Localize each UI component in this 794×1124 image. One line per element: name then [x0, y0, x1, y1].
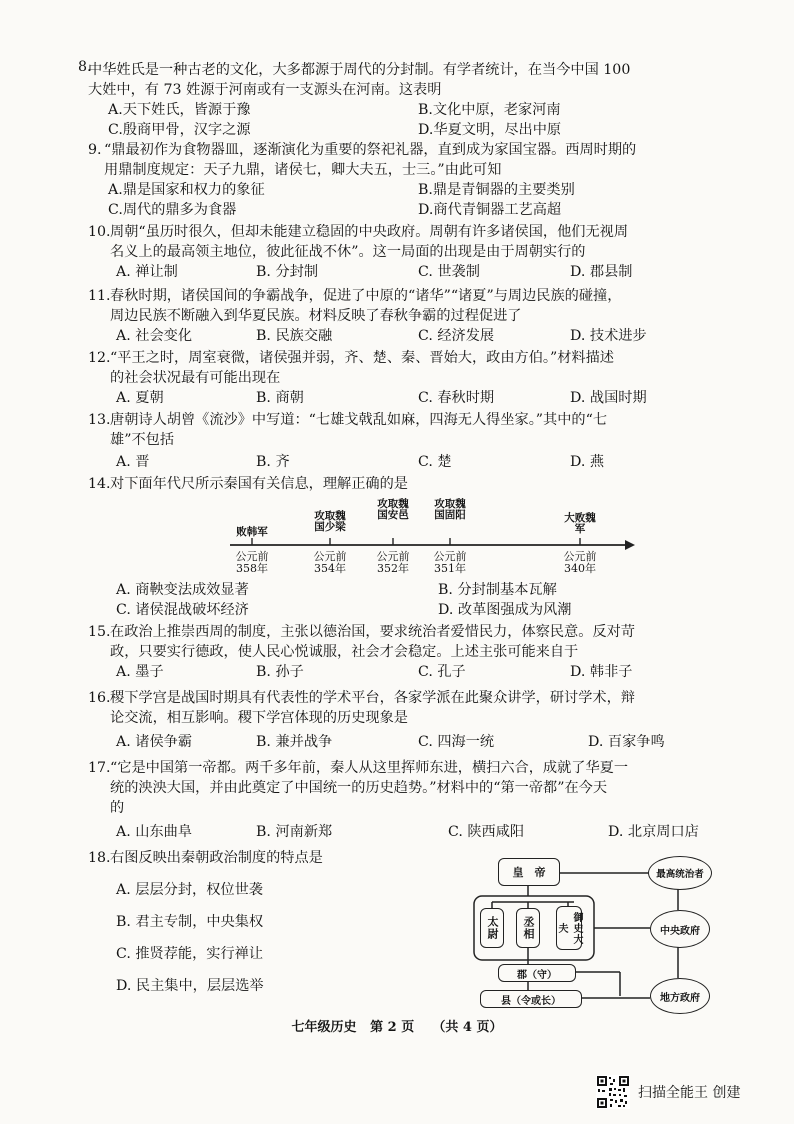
- question-12: [88, 348, 718, 408]
- question-number: 17.: [88, 760, 111, 776]
- option-d[interactable]: D. 改革图强成为风潮: [438, 602, 572, 618]
- option-c[interactable]: C. 孔子: [418, 664, 466, 680]
- question-text: 大姓中，有 73 姓源于河南或有一支源头在河南。这表明: [88, 82, 442, 98]
- supreme-ruler-box: 最高统治者: [648, 856, 712, 890]
- taiwei-box: 太尉: [480, 908, 504, 948]
- question-text: 春秋时期，诸侯国间的争霸战争，促进了中原的“诸华”“诸夏”与周边民族的碰撞，: [110, 288, 622, 304]
- question-text: 唐朝诗人胡曾《流沙》中写道：“七雄戈戟乱如麻，四海无人得坐家。”其中的“七: [110, 412, 608, 428]
- question-9: [88, 140, 718, 220]
- option-b[interactable]: B.文化中原，老家河南: [418, 102, 561, 118]
- option-a[interactable]: A. 层层分封，权位世袭: [116, 882, 263, 898]
- option-b[interactable]: B. 商朝: [256, 390, 304, 406]
- question-text: 的社会状况最有可能出现在: [110, 370, 281, 386]
- question-number: 16.: [88, 690, 111, 706]
- question-17: [88, 758, 718, 842]
- chengxiang-box: 丞相: [516, 908, 540, 948]
- option-c[interactable]: C. 世袭制: [418, 264, 480, 280]
- option-b[interactable]: B. 分封制基本瓦解: [438, 582, 557, 598]
- question-text: 对下面年代尺所示秦国有关信息，理解正确的是: [110, 476, 408, 492]
- question-text: 周朝“虽历时很久，但却未能建立稳固的中央政府。周朝有许多诸侯国，他们无视周: [110, 224, 629, 240]
- timeline-event: 败韩军: [236, 526, 268, 538]
- timeline-year: 公元前 354年: [313, 550, 347, 575]
- timeline-year: 公元前 352年: [376, 550, 410, 575]
- question-text: 统的泱泱大国，并由此奠定了中国统一的历史趋势。”材料中的“第一帝都”在今天: [110, 780, 608, 796]
- option-a[interactable]: A. 禅让制: [116, 264, 178, 280]
- option-c[interactable]: C. 四海一统: [418, 734, 495, 750]
- option-a[interactable]: A.天下姓氏，皆源于豫: [108, 102, 251, 118]
- option-d[interactable]: D. 百家争鸣: [588, 734, 665, 750]
- question-number: 12.: [88, 350, 111, 366]
- option-d[interactable]: D. 北京周口店: [608, 824, 699, 840]
- scanner-text: 扫描全能王 创建: [638, 1085, 741, 1101]
- option-a[interactable]: A. 山东曲阜: [116, 824, 193, 840]
- question-14-options: [88, 580, 718, 620]
- question-13: [88, 410, 718, 472]
- footer-subject: 七年级历史: [291, 1020, 357, 1035]
- option-b[interactable]: B. 兼并战争: [256, 734, 333, 750]
- question-14: [88, 474, 718, 494]
- option-b[interactable]: B. 河南新郑: [256, 824, 333, 840]
- question-text: 右图反映出秦朝政治制度的特点是: [110, 850, 323, 866]
- question-15: [88, 622, 718, 682]
- option-d[interactable]: D. 技术进步: [570, 328, 647, 344]
- option-d[interactable]: D. 民主集中，层层选举: [116, 978, 264, 994]
- question-text: 名义上的最高领主地位，彼此征战不休”。这一局面的出现是由于周朝实行的: [110, 244, 586, 260]
- timeline-event: 攻取魏国固阳: [434, 498, 466, 521]
- question-number: 14.: [88, 476, 111, 492]
- question-8: [78, 59, 718, 140]
- emperor-box: 皇 帝: [498, 858, 560, 886]
- timeline-year: 公元前 358年: [235, 550, 269, 575]
- question-text: 稷下学宫是战国时期具有代表性的学术平台，各家学派在此聚众讲学，研讨学术，辩: [110, 690, 635, 706]
- option-a[interactable]: A. 社会变化: [116, 328, 193, 344]
- timeline-year: 公元前 351年: [433, 550, 467, 575]
- option-a[interactable]: A. 墨子: [116, 664, 164, 680]
- jun-box: 郡（守）: [498, 964, 576, 982]
- option-a[interactable]: A. 诸侯争霸: [116, 734, 193, 750]
- option-c[interactable]: C.殷商甲骨，汉字之源: [108, 122, 251, 138]
- timeline-year: 公元前 340年: [563, 550, 597, 575]
- option-d[interactable]: D.商代青铜器工艺高超: [418, 202, 562, 218]
- question-text: 雄”不包括: [110, 432, 175, 448]
- question-text: “它是中国第一帝都。两千多年前，秦人从这里挥师东进，横扫六合，成就了华夏一: [110, 760, 629, 776]
- qin-structure-diagram: [470, 850, 720, 1015]
- option-c[interactable]: C. 楚: [418, 454, 452, 470]
- question-number: 15.: [88, 624, 111, 640]
- footer-total: （共 4 页）: [432, 1020, 503, 1035]
- option-a[interactable]: A.鼎是国家和权力的象征: [108, 182, 265, 198]
- question-text: 在政治上推崇西周的制度，主张以德治国，要求统治者爱惜民力，体察民意。反对苛: [110, 624, 635, 640]
- option-b[interactable]: B. 分封制: [256, 264, 319, 280]
- question-number: 13.: [88, 412, 111, 428]
- option-b[interactable]: B. 君主专制，中央集权: [116, 914, 264, 930]
- timeline-event: 攻取魏国安邑: [377, 498, 409, 521]
- option-c[interactable]: C.周代的鼎多为食器: [108, 202, 237, 218]
- timeline-event: 大败魏军: [564, 512, 596, 535]
- question-number: 18.: [88, 850, 111, 866]
- question-text: “鼎最初作为食物器皿，逐渐演化为重要的祭祀礼器，直到成为家国宝器。西周时期的: [104, 142, 637, 158]
- option-b[interactable]: B. 齐: [256, 454, 290, 470]
- option-c[interactable]: C. 经济发展: [418, 328, 495, 344]
- option-a[interactable]: A. 商鞅变法成效显著: [116, 582, 249, 598]
- option-b[interactable]: B. 民族交融: [256, 328, 333, 344]
- question-16: [88, 688, 718, 752]
- option-a[interactable]: A. 晋: [116, 454, 150, 470]
- option-d[interactable]: D.华夏文明，尽出中原: [418, 122, 562, 138]
- question-number: 11.: [88, 288, 111, 304]
- page-footer: [0, 1016, 794, 1035]
- local-gov-box: 地方政府: [650, 978, 710, 1014]
- option-c[interactable]: C. 陕西咸阳: [448, 824, 525, 840]
- question-number: 8.: [78, 59, 92, 75]
- question-18: [88, 848, 468, 996]
- question-text: 论交流，相互影响。稷下学宫体现的历史现象是: [110, 710, 408, 726]
- option-c[interactable]: C. 春秋时期: [418, 390, 495, 406]
- timeline: [225, 495, 635, 580]
- option-d[interactable]: D. 韩非子: [570, 664, 633, 680]
- question-10: [88, 222, 718, 282]
- question-number: 9.: [88, 142, 102, 158]
- option-d[interactable]: D. 燕: [570, 454, 605, 470]
- question-text: 用鼎制度规定：天子九鼎，诸侯七，卿大夫五，士三。”由此可知: [104, 162, 502, 178]
- timeline-event: 攻取魏国少梁: [314, 510, 346, 533]
- footer-page: 第 2 页: [370, 1020, 415, 1035]
- xian-box: 县（令或长）: [480, 990, 582, 1008]
- option-a[interactable]: A. 夏朝: [116, 390, 164, 406]
- option-c[interactable]: C. 诸侯混战破坏经济: [116, 602, 249, 618]
- yushi-box: 御史大夫: [556, 906, 582, 950]
- central-gov-box: 中央政府: [650, 910, 710, 948]
- question-11: [88, 286, 718, 346]
- question-text: 政，只要实行德政，使人民心悦诚服，社会才会稳定。上述主张可能来自于: [110, 644, 579, 660]
- option-d[interactable]: D. 郡县制: [570, 264, 633, 280]
- qr-code-icon: [596, 1075, 630, 1109]
- question-text: 的: [110, 800, 125, 816]
- option-b[interactable]: B.鼎是青铜器的主要类别: [418, 182, 575, 198]
- question-text: 周边民族不断融入到华夏民族。材料反映了春秋争霸的过程促进了: [110, 308, 522, 324]
- option-d[interactable]: D. 战国时期: [570, 390, 647, 406]
- question-text: “平王之时，周室衰微，诸侯强并弱，齐、楚、秦、晋始大，政由方伯。”材料描述: [110, 350, 614, 366]
- option-c[interactable]: C. 推贤荐能，实行禅让: [116, 946, 264, 962]
- option-b[interactable]: B. 孙子: [256, 664, 304, 680]
- question-number: 10.: [88, 224, 111, 240]
- question-text: 中华姓氏是一种古老的文化，大多都源于周代的分封制。有学者统计，在当今中国 100: [88, 62, 631, 78]
- scanner-watermark: [596, 1075, 740, 1109]
